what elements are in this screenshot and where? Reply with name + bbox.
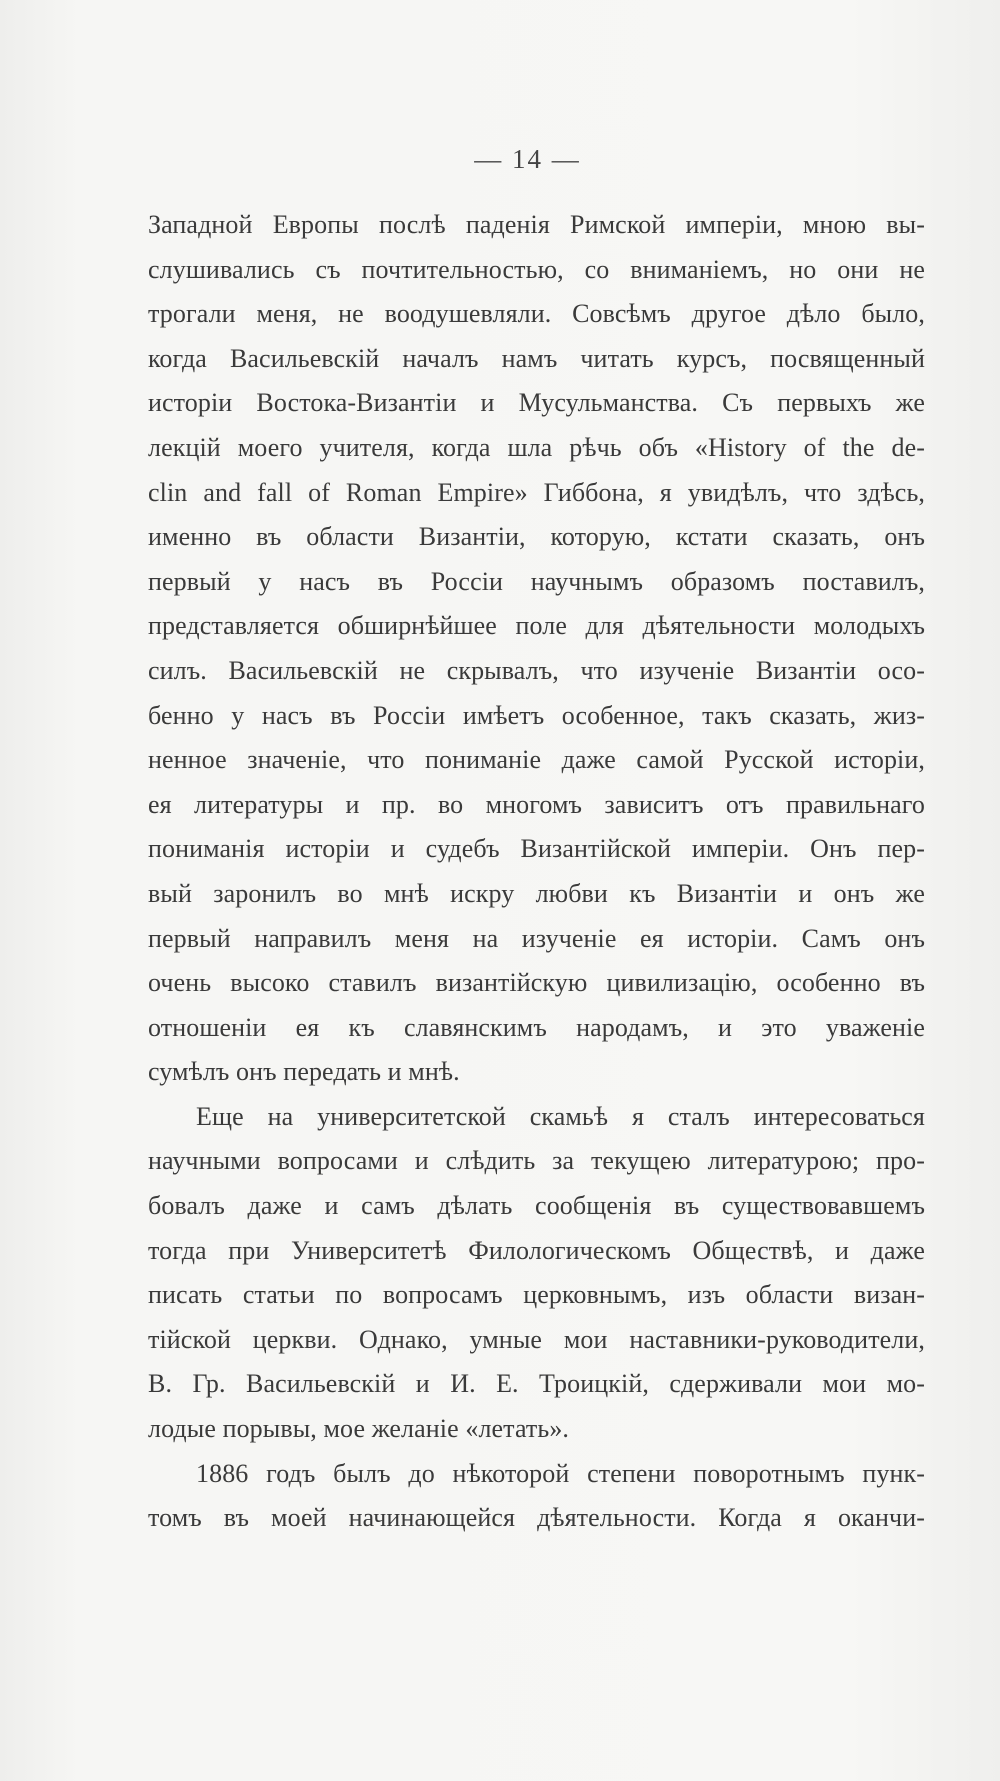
text-line: первый у насъ въ Россіи научнымъ образомъ поставилъ, [148,566,925,596]
text-line: когда Васильевскій началъ намъ читать курсъ, посвященный [148,343,925,373]
text-line: писать статьи по вопросамъ церковнымъ, изъ области визан- [148,1280,925,1310]
text-line: именно въ области Византіи, которую, кстати сказать, онъ [148,522,925,552]
text-line: лекцій моего учителя, когда шла рѣчь объ «History of the de- [148,432,925,462]
text-line: силъ. Васильевскій не скрывалъ, что изученіе Византіи осо- [148,655,925,685]
text-line: вый заронилъ во мнѣ искру любви къ Византіи и онъ же [148,878,925,908]
text-line: исторіи Востока-Византіи и Мусульманства. Съ первыхъ же [148,388,925,418]
text-line: ненное значеніе, что пониманіе даже самой Русской исторіи, [148,745,925,775]
text-line: представляется обширнѣйшее поле для дѣятельности молодыхъ [148,611,925,641]
text-line-paragraph-end: лодые порывы, мое желаніе «летать». [148,1414,570,1444]
text-line: отношеніи ея къ славянскимъ народамъ, и это уваженіе [148,1012,925,1042]
text-line-paragraph-start: 1886 годъ былъ до нѣкоторой степени поворотнымъ пунк- [196,1458,925,1488]
text-line: трогали меня, не воодушевляли. Совсѣмъ другое дѣло было, [148,299,925,329]
text-line: ея литературы и пр. во многомъ зависитъ отъ правильнаго [148,789,925,819]
text-line: первый направилъ меня на изученіе ея исторіи. Самъ онъ [148,923,925,953]
text-line: Западной Европы послѣ паденія Римской имперіи, мною вы- [148,210,925,239]
text-line: тогда при Университетѣ Филологическомъ Обществѣ, и даже [148,1235,925,1265]
text-line: научными вопросами и слѣдить за текущею литературою; про- [148,1146,925,1176]
text-line: clin and fall of Roman Empire» Гиббона, я увидѣлъ, что здѣсь, [148,477,925,507]
text-line-paragraph-start: Еще на университетской скамьѣ я сталъ интересоваться [196,1101,925,1131]
page-number: — 14 — [474,144,581,174]
text-line: бенно у насъ въ Россіи имѣетъ особенное, такъ сказать, жиз- [148,700,925,730]
text-line: слушивались съ почтительностью, со вниманіемъ, но они не [148,254,925,284]
text-line: бовалъ даже и самъ дѣлать сообщенія въ существовавшемъ [148,1191,925,1221]
text-line: тійской церкви. Однако, умные мои наставники-руководители, [148,1324,925,1354]
text-line: пониманія исторіи и судебъ Византійской имперіи. Онъ пер- [148,834,925,864]
body-text [148,203,925,1541]
text-line: томъ въ моей начинающейся дѣятельности. Когда я оканчи- [148,1503,925,1533]
text-line: очень высоко ставилъ византійскую цивилизацію, особенно въ [148,968,925,998]
text-line-paragraph-end: сумѣлъ онъ передать и мнѣ. [148,1057,460,1087]
text-line: В. Гр. Васильевскій и И. Е. Троицкій, сдерживали мои мо- [148,1369,925,1399]
